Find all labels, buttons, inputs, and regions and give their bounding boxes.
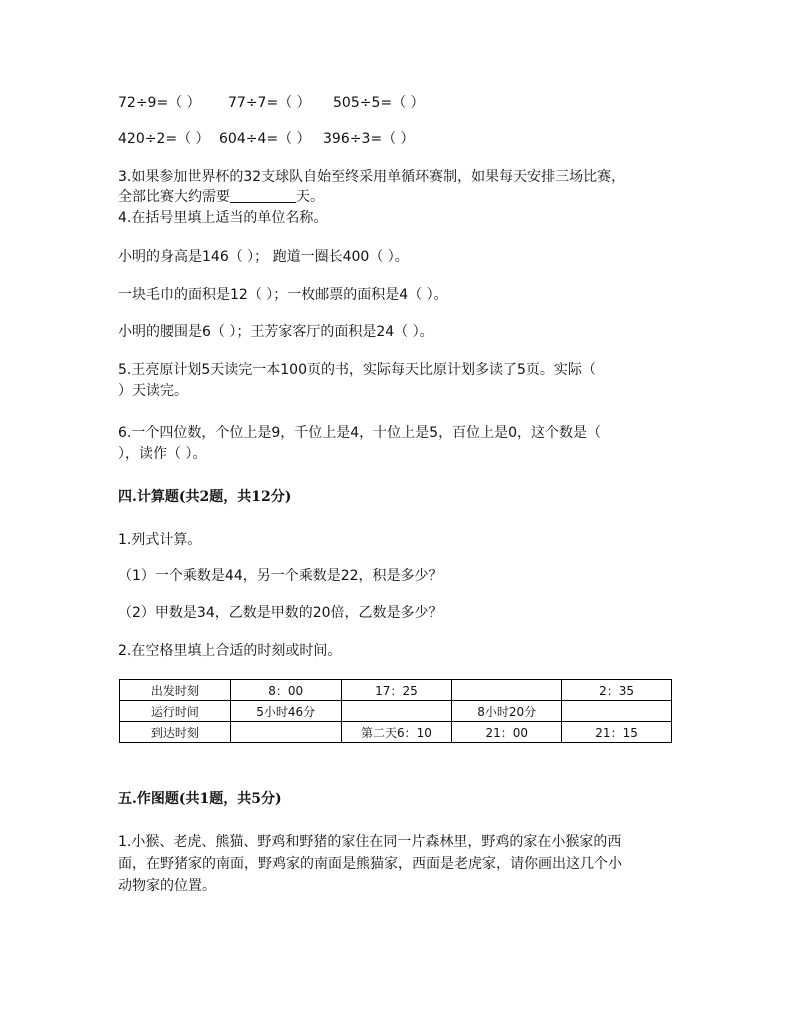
- q4-line2: 一块毛巾的面积是12（ ）；一枚邮票的面积是4（ ）。: [118, 287, 448, 303]
- q4-line1: 小明的身高是146（ ）； 跑道一圈长400（ ）。: [118, 249, 409, 265]
- section-title: 五.作图题(共1题，共5分): [118, 791, 282, 807]
- d1-line2: 面，在野猪家的南面，野鸡家的南面是熊猫家，西面是老虎家，请你画出这几个小: [118, 856, 622, 872]
- expr: 505÷5=（ ）: [333, 95, 425, 111]
- fill-row-1: [118, 93, 507, 113]
- q3-line2: [118, 187, 324, 207]
- table-cell: 5小时46分: [230, 701, 341, 722]
- q4-title: 4.在括号里填上适当的单位名称。: [118, 210, 328, 226]
- q3-line1: 3.如果参加世界杯的32支球队自始至终采用单循环赛制，如果每天安排三场比赛，: [118, 169, 626, 185]
- q6-line1: 6.一个四位数，个位上是9，千位上是4，十位上是5，百位上是0，这个数是（: [118, 425, 601, 441]
- q5-line1: 5.王亮原计划5天读完一本100页的书，实际每天比原计划多读了5页。实际（: [118, 362, 596, 378]
- table-cell[interactable]: [562, 701, 672, 722]
- table-cell: 17：25: [341, 680, 452, 701]
- c2-title: 2.在空格里填上合适的时刻或时间。: [118, 643, 342, 659]
- table-cell: 到达时刻: [120, 722, 231, 743]
- c1-title: 1.列式计算。: [118, 532, 202, 548]
- expr: 396÷3=（ ）: [323, 131, 415, 147]
- table-row: [120, 701, 672, 722]
- table-cell[interactable]: [452, 680, 562, 701]
- d1-line1: 1.小猴、老虎、熊猫、野鸡和野猪的家住在同一片森林里，野鸡的家在小猴家的西: [118, 834, 622, 850]
- table-cell: 出发时刻: [120, 680, 231, 701]
- q5-line2: ）天读完。: [118, 383, 188, 399]
- expr: 420÷2=（ ）: [118, 131, 210, 147]
- c1-part2: （2）甲数是34，乙数是甲数的20倍，乙数是多少？: [118, 605, 443, 621]
- table-cell: 第二天6：10: [341, 722, 452, 743]
- section-title: 四.计算题(共2题，共12分): [118, 489, 292, 505]
- answer-blank[interactable]: [230, 188, 296, 203]
- q4-line3: 小明的腰围是6（ ）；王芳家客厅的面积是24（ ）。: [118, 324, 434, 340]
- time-table: [119, 679, 672, 743]
- table-cell: 21：15: [562, 722, 672, 743]
- table-cell[interactable]: [341, 701, 452, 722]
- table-cell: 21：00: [452, 722, 562, 743]
- q6-line2: ），读作（ ）。: [118, 446, 207, 462]
- table-cell: 2：35: [562, 680, 672, 701]
- table-row: [120, 680, 672, 701]
- d1-line3: 动物家的位置。: [118, 878, 216, 894]
- table-cell: 运行时间: [120, 701, 231, 722]
- table-cell[interactable]: [230, 722, 341, 743]
- table-cell: 8小时20分: [452, 701, 562, 722]
- q3-text: 天。: [296, 189, 324, 205]
- q3-text: 全部比赛大约需要: [118, 189, 230, 205]
- table-row: [120, 722, 672, 743]
- c1-part1: （1）一个乘数是44，另一个乘数是22，积是多少？: [118, 568, 443, 584]
- expr: 604÷4=（ ）: [219, 131, 311, 147]
- expr: 72÷9=（ ）: [118, 95, 201, 111]
- table-cell: 8：00: [230, 680, 341, 701]
- expr: 77÷7=（ ）: [228, 95, 311, 111]
